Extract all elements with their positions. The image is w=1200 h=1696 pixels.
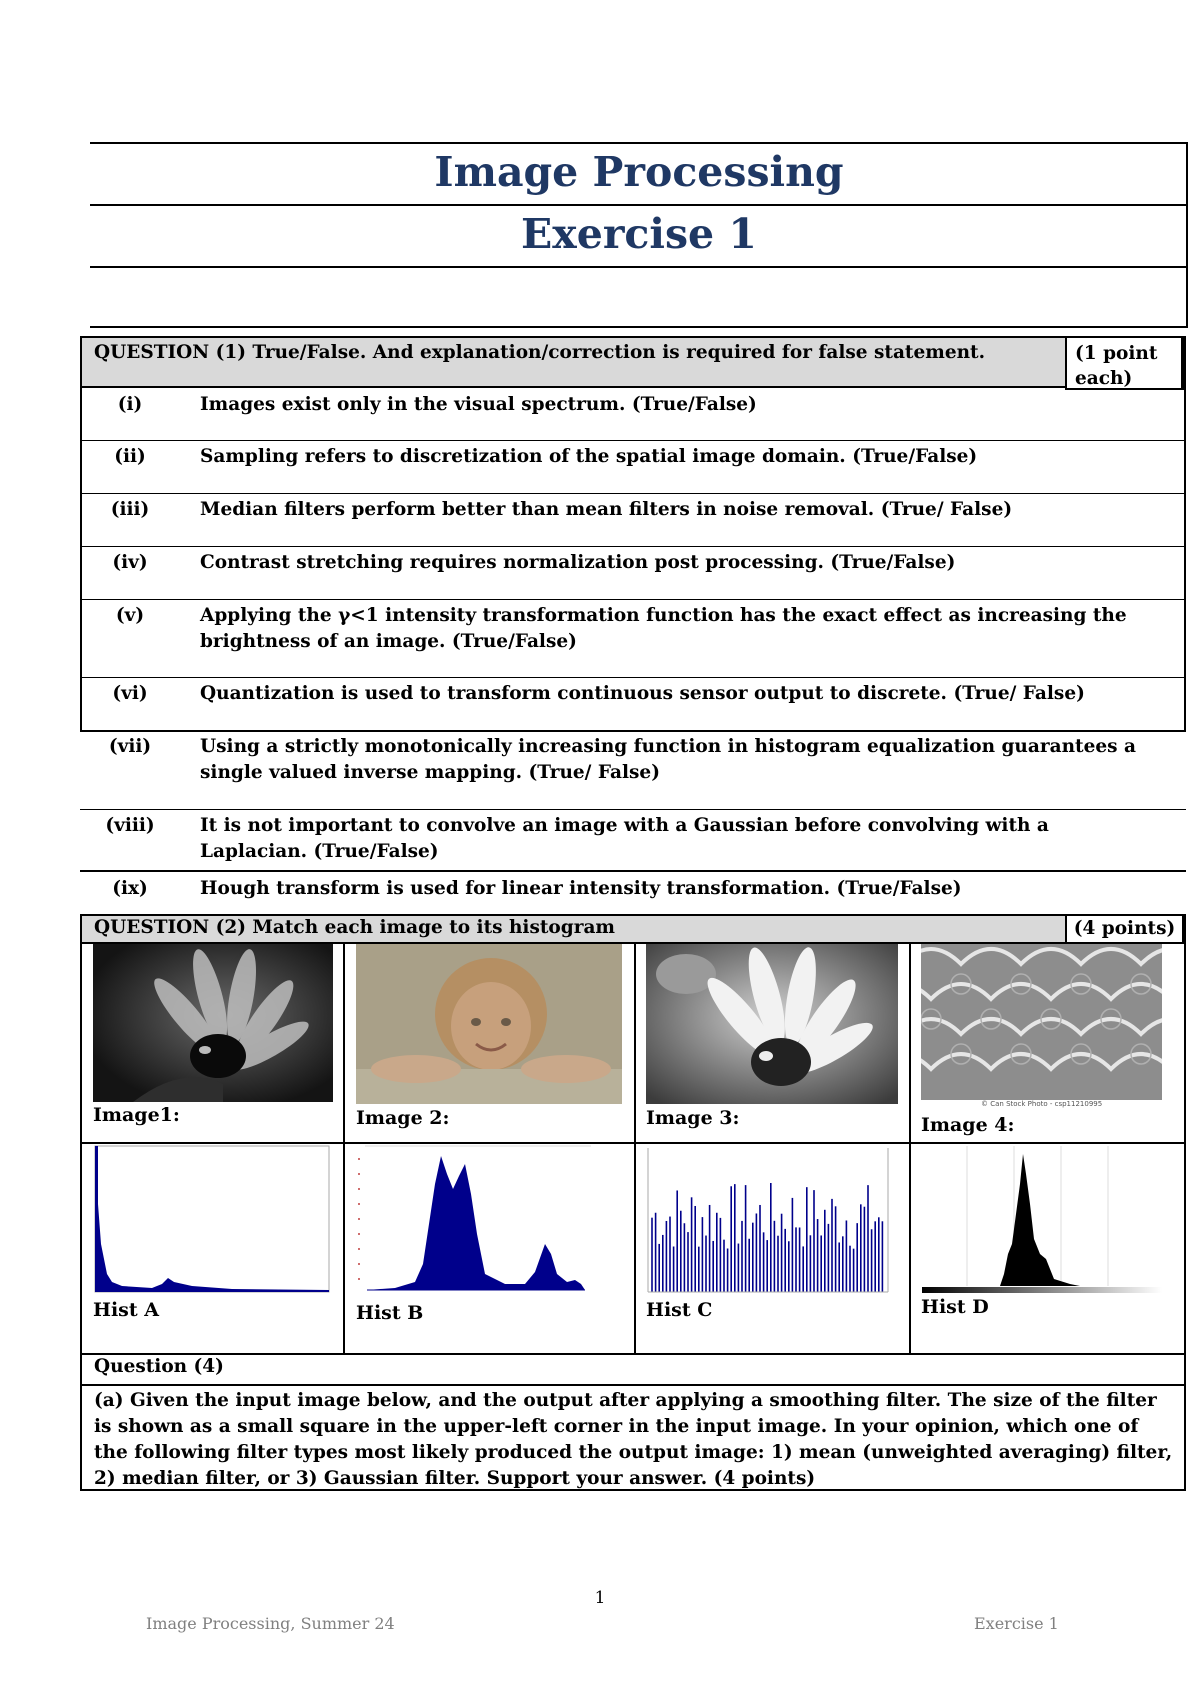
hist-a-caption: Hist A bbox=[93, 1299, 159, 1321]
q1-rule bbox=[80, 546, 1186, 547]
q1-rule bbox=[80, 677, 1186, 678]
q2-heading: QUESTION (2) Match each image to its histogram bbox=[94, 917, 616, 938]
q1-rule bbox=[80, 440, 1186, 441]
hist-b-caption: Hist B bbox=[356, 1302, 424, 1324]
q4-box bbox=[80, 1353, 1186, 1491]
q2-heading-bar bbox=[80, 914, 1186, 944]
q4-body bbox=[94, 1388, 1174, 1492]
q4-text: Given the input image below, and the output after applying a smoothing filter. The size of the filter is shown as a small square in the upper-left corner in the input image. In your opinion, which one of the following filter types most likely produced the output image: 1) mean (unweighted averaging) filter, 2) median filter, or 3) Gaussian filter. Support your answer. (4 points) bbox=[94, 1390, 1173, 1489]
hist-b-plot bbox=[355, 1144, 595, 1296]
title-rule-2 bbox=[90, 266, 1188, 268]
q1-rule bbox=[80, 493, 1186, 494]
q1-rule bbox=[80, 809, 1186, 810]
image1-caption: Image1: bbox=[93, 1104, 180, 1126]
q1-heading-bar bbox=[80, 336, 1186, 388]
image3-caption: Image 3: bbox=[646, 1107, 740, 1129]
q2-right-edge bbox=[1184, 944, 1186, 1354]
page-title: Image Processing bbox=[434, 148, 844, 196]
q1-rule bbox=[80, 730, 1186, 732]
footer-left: Image Processing, Summer 24 bbox=[146, 1614, 395, 1633]
q4-separator bbox=[82, 1384, 1184, 1386]
title-top-rule bbox=[90, 142, 1188, 144]
image1-flower-dark bbox=[93, 944, 333, 1102]
q4-part-label: (a) bbox=[94, 1390, 124, 1411]
hist-a-plot bbox=[92, 1144, 332, 1296]
q2-col-divider bbox=[634, 944, 636, 1354]
q2-left-edge bbox=[80, 944, 82, 1354]
title-rule-3 bbox=[90, 326, 1188, 328]
page-number: 1 bbox=[594, 1588, 606, 1608]
image4-caption: Image 4: bbox=[921, 1114, 1015, 1136]
hist-d-plot bbox=[920, 1144, 1164, 1296]
hist-c-plot bbox=[644, 1144, 894, 1296]
image3-flower-bright bbox=[646, 944, 898, 1104]
q1-points: (1 point each) bbox=[1065, 336, 1184, 390]
title-rule-1 bbox=[90, 204, 1188, 206]
footer-right: Exercise 1 bbox=[974, 1614, 1059, 1633]
image4-scale-pattern bbox=[921, 944, 1162, 1110]
image4-watermark: © Can Stock Photo - csp11210995 bbox=[981, 1100, 1103, 1108]
q2-col-divider bbox=[909, 944, 911, 1354]
hist-d-caption: Hist D bbox=[921, 1296, 989, 1318]
hist-c-caption: Hist C bbox=[646, 1299, 713, 1321]
q1-rule bbox=[80, 870, 1186, 872]
q2-points: (4 points) bbox=[1065, 914, 1184, 944]
q1-rule bbox=[80, 599, 1186, 600]
q1-heading: QUESTION (1) True/False. And explanation/correction is required for false statement. bbox=[94, 342, 986, 363]
image2-caption: Image 2: bbox=[356, 1107, 450, 1129]
q4-heading: Question (4) bbox=[94, 1356, 224, 1377]
q2-col-divider bbox=[343, 944, 345, 1354]
image2-child-lowcontrast bbox=[356, 944, 622, 1104]
page-subtitle: Exercise 1 bbox=[521, 210, 757, 258]
